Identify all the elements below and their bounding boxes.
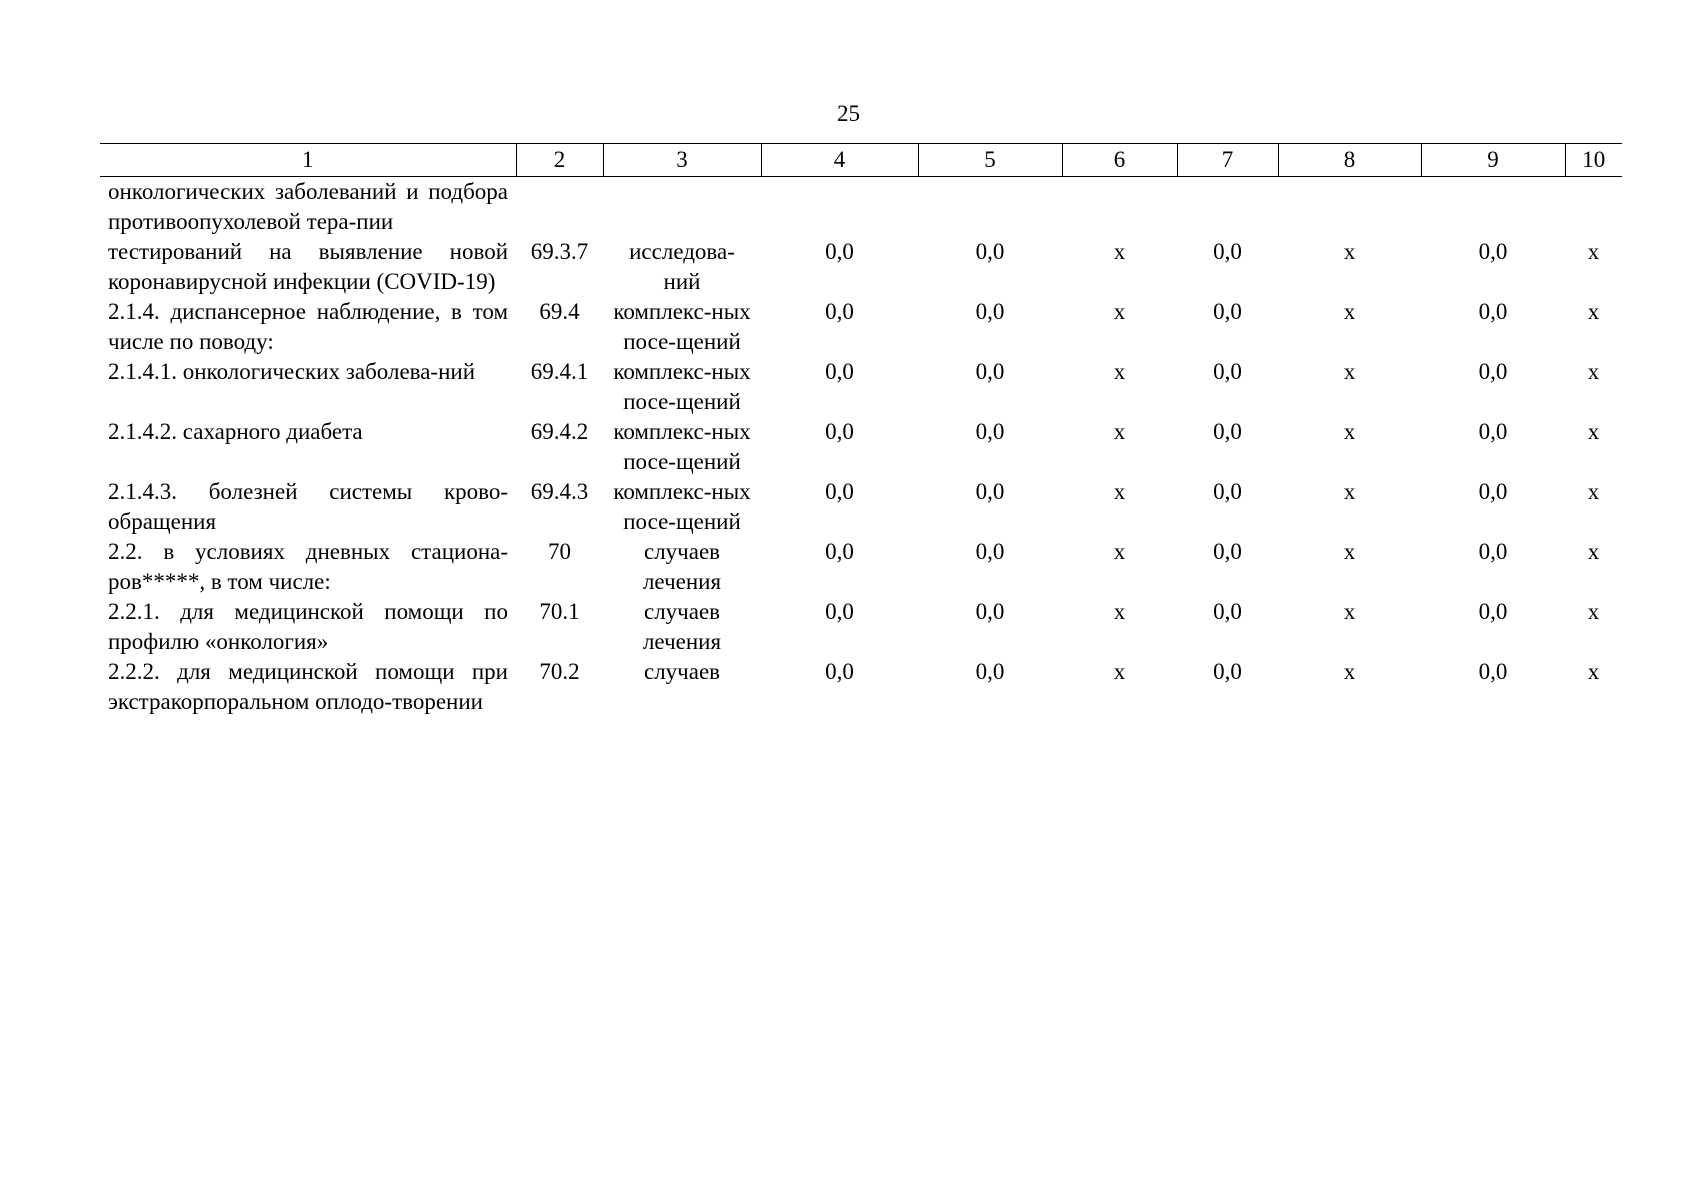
row-value-col10: х bbox=[1587, 299, 1600, 324]
column-header-5: 5 bbox=[918, 144, 1062, 177]
row-value-col6: х bbox=[1113, 419, 1126, 444]
row-unit-cell: исследова-ний bbox=[629, 239, 735, 294]
row-value-col9: 0,0 bbox=[1478, 359, 1508, 384]
table-header bbox=[100, 144, 1622, 177]
row-value-col10: х bbox=[1587, 419, 1600, 444]
table-row bbox=[100, 177, 1622, 238]
row-value-col9: 0,0 bbox=[1478, 299, 1508, 324]
report-table bbox=[100, 143, 1622, 717]
row-value-col4: 0,0 bbox=[825, 659, 854, 684]
row-unit-cell: случаев лечения bbox=[642, 539, 722, 594]
row-unit-cell: комплекс-ных посе-щений bbox=[613, 359, 751, 414]
table-row bbox=[100, 297, 1622, 357]
table-row bbox=[100, 537, 1622, 597]
header-row bbox=[100, 144, 1622, 177]
row-value-col5: 0,0 bbox=[975, 659, 1005, 684]
row-value-col4: 0,0 bbox=[825, 539, 854, 564]
row-code-cell: 70.2 bbox=[539, 659, 580, 684]
row-value-col4: 0,0 bbox=[825, 359, 854, 384]
row-value-col7 bbox=[1177, 177, 1278, 238]
row-name-cell: тестирований на выявление новой коронавирусной инфекции (COVID-19) bbox=[108, 239, 508, 294]
row-unit-cell: комплекс-ных посе-щений bbox=[613, 419, 751, 474]
row-value-col9: 0,0 bbox=[1478, 479, 1508, 504]
row-value-col8: х bbox=[1343, 539, 1356, 564]
row-value-col7: 0,0 bbox=[1213, 659, 1242, 684]
row-value-col7: 0,0 bbox=[1213, 599, 1242, 624]
column-header-10: 10 bbox=[1565, 144, 1622, 177]
row-unit-cell bbox=[603, 177, 761, 238]
column-header-8: 8 bbox=[1278, 144, 1421, 177]
row-value-col7: 0,0 bbox=[1213, 479, 1242, 504]
page-number: 25 bbox=[837, 101, 860, 126]
row-code-cell: 70 bbox=[548, 539, 571, 564]
row-value-col10: х bbox=[1587, 599, 1600, 624]
row-value-col7: 0,0 bbox=[1213, 419, 1242, 444]
table-row bbox=[100, 597, 1622, 657]
row-value-col6: х bbox=[1113, 239, 1126, 264]
column-header-9: 9 bbox=[1421, 144, 1565, 177]
row-value-col7: 0,0 bbox=[1213, 299, 1242, 324]
table-row bbox=[100, 237, 1622, 297]
table-row bbox=[100, 477, 1622, 537]
row-value-col9: 0,0 bbox=[1478, 659, 1508, 684]
row-value-col7: 0,0 bbox=[1213, 359, 1242, 384]
row-name-cell: 2.2.1. для медицинской помощи по профилю «онкология» bbox=[108, 599, 508, 654]
column-header-7: 7 bbox=[1177, 144, 1278, 177]
column-header-3: 3 bbox=[603, 144, 761, 177]
row-unit-cell: случаев лечения bbox=[642, 599, 722, 654]
row-value-col10: х bbox=[1587, 239, 1600, 264]
table-row bbox=[100, 657, 1622, 717]
row-name-cell: 2.1.4.3. болезней системы крово-обращения bbox=[108, 479, 508, 534]
row-value-col4: 0,0 bbox=[825, 419, 854, 444]
row-code-cell: 69.4 bbox=[539, 299, 580, 324]
row-value-col4: 0,0 bbox=[825, 299, 854, 324]
row-unit-cell: комплекс-ных посе-щений bbox=[613, 299, 751, 354]
row-value-col8: х bbox=[1343, 239, 1356, 264]
row-code-cell: 69.4.2 bbox=[530, 419, 589, 444]
column-header-6: 6 bbox=[1062, 144, 1177, 177]
row-value-col5: 0,0 bbox=[975, 359, 1005, 384]
row-value-col6: х bbox=[1113, 299, 1126, 324]
row-value-col8: х bbox=[1343, 599, 1356, 624]
row-value-col5: 0,0 bbox=[975, 239, 1005, 264]
row-value-col4: 0,0 bbox=[825, 479, 854, 504]
row-name-cell: 2.2. в условиях дневных стациона-ров*****, в том числе: bbox=[108, 539, 508, 594]
table-body bbox=[100, 177, 1622, 718]
row-value-col6: х bbox=[1113, 539, 1126, 564]
row-value-col8 bbox=[1278, 177, 1421, 238]
row-value-col10 bbox=[1565, 177, 1622, 238]
row-name-cell: 2.2.2. для медицинской помощи при экстракорпоральном оплодо-творении bbox=[108, 659, 508, 714]
column-header-2: 2 bbox=[516, 144, 603, 177]
row-value-col5: 0,0 bbox=[975, 539, 1005, 564]
row-value-col9: 0,0 bbox=[1478, 539, 1508, 564]
row-unit-cell: комплекс-ных посе-щений bbox=[613, 479, 751, 534]
row-name-cell: 2.1.4.2. сахарного диабета bbox=[108, 419, 363, 444]
row-value-col7: 0,0 bbox=[1213, 539, 1242, 564]
row-value-col10: х bbox=[1587, 359, 1600, 384]
row-value-col5: 0,0 bbox=[975, 299, 1005, 324]
table-row bbox=[100, 417, 1622, 477]
row-value-col8: х bbox=[1343, 299, 1356, 324]
row-code-cell bbox=[516, 177, 603, 238]
row-value-col4 bbox=[761, 177, 918, 238]
row-value-col6: х bbox=[1113, 599, 1126, 624]
row-value-col6: х bbox=[1113, 659, 1126, 684]
row-value-col8: х bbox=[1343, 479, 1356, 504]
row-value-col5 bbox=[918, 177, 1062, 238]
row-unit-cell: случаев bbox=[643, 659, 721, 684]
row-value-col9: 0,0 bbox=[1478, 599, 1508, 624]
row-value-col6: х bbox=[1113, 479, 1126, 504]
row-code-cell: 70.1 bbox=[539, 599, 580, 624]
row-value-col10: х bbox=[1587, 659, 1600, 684]
row-value-col4: 0,0 bbox=[825, 239, 854, 264]
row-value-col9: 0,0 bbox=[1478, 419, 1508, 444]
row-code-cell: 69.3.7 bbox=[530, 239, 589, 264]
row-name-cell: онкологических заболеваний и подбора противоопухолевой тера-пии bbox=[108, 179, 508, 234]
row-value-col5: 0,0 bbox=[975, 479, 1005, 504]
row-code-cell: 69.4.3 bbox=[530, 479, 589, 504]
column-header-1: 1 bbox=[100, 144, 516, 177]
row-value-col10: х bbox=[1587, 539, 1600, 564]
row-value-col6 bbox=[1062, 177, 1177, 238]
row-name-cell: 2.1.4. диспансерное наблюдение, в том числе по поводу: bbox=[108, 299, 508, 354]
row-value-col9 bbox=[1421, 177, 1565, 238]
row-value-col9: 0,0 bbox=[1478, 239, 1508, 264]
column-header-4: 4 bbox=[761, 144, 918, 177]
row-name-cell: 2.1.4.1. онкологических заболева-ний bbox=[108, 359, 476, 384]
row-value-col6: х bbox=[1113, 359, 1126, 384]
row-value-col10: х bbox=[1587, 479, 1600, 504]
table-row bbox=[100, 357, 1622, 417]
row-value-col7: 0,0 bbox=[1213, 239, 1242, 264]
row-value-col5: 0,0 bbox=[975, 419, 1005, 444]
row-value-col5: 0,0 bbox=[975, 599, 1005, 624]
row-value-col8: х bbox=[1343, 659, 1356, 684]
row-value-col8: х bbox=[1343, 419, 1356, 444]
row-value-col8: х bbox=[1343, 359, 1356, 384]
row-value-col4: 0,0 bbox=[825, 599, 854, 624]
row-code-cell: 69.4.1 bbox=[530, 359, 589, 384]
